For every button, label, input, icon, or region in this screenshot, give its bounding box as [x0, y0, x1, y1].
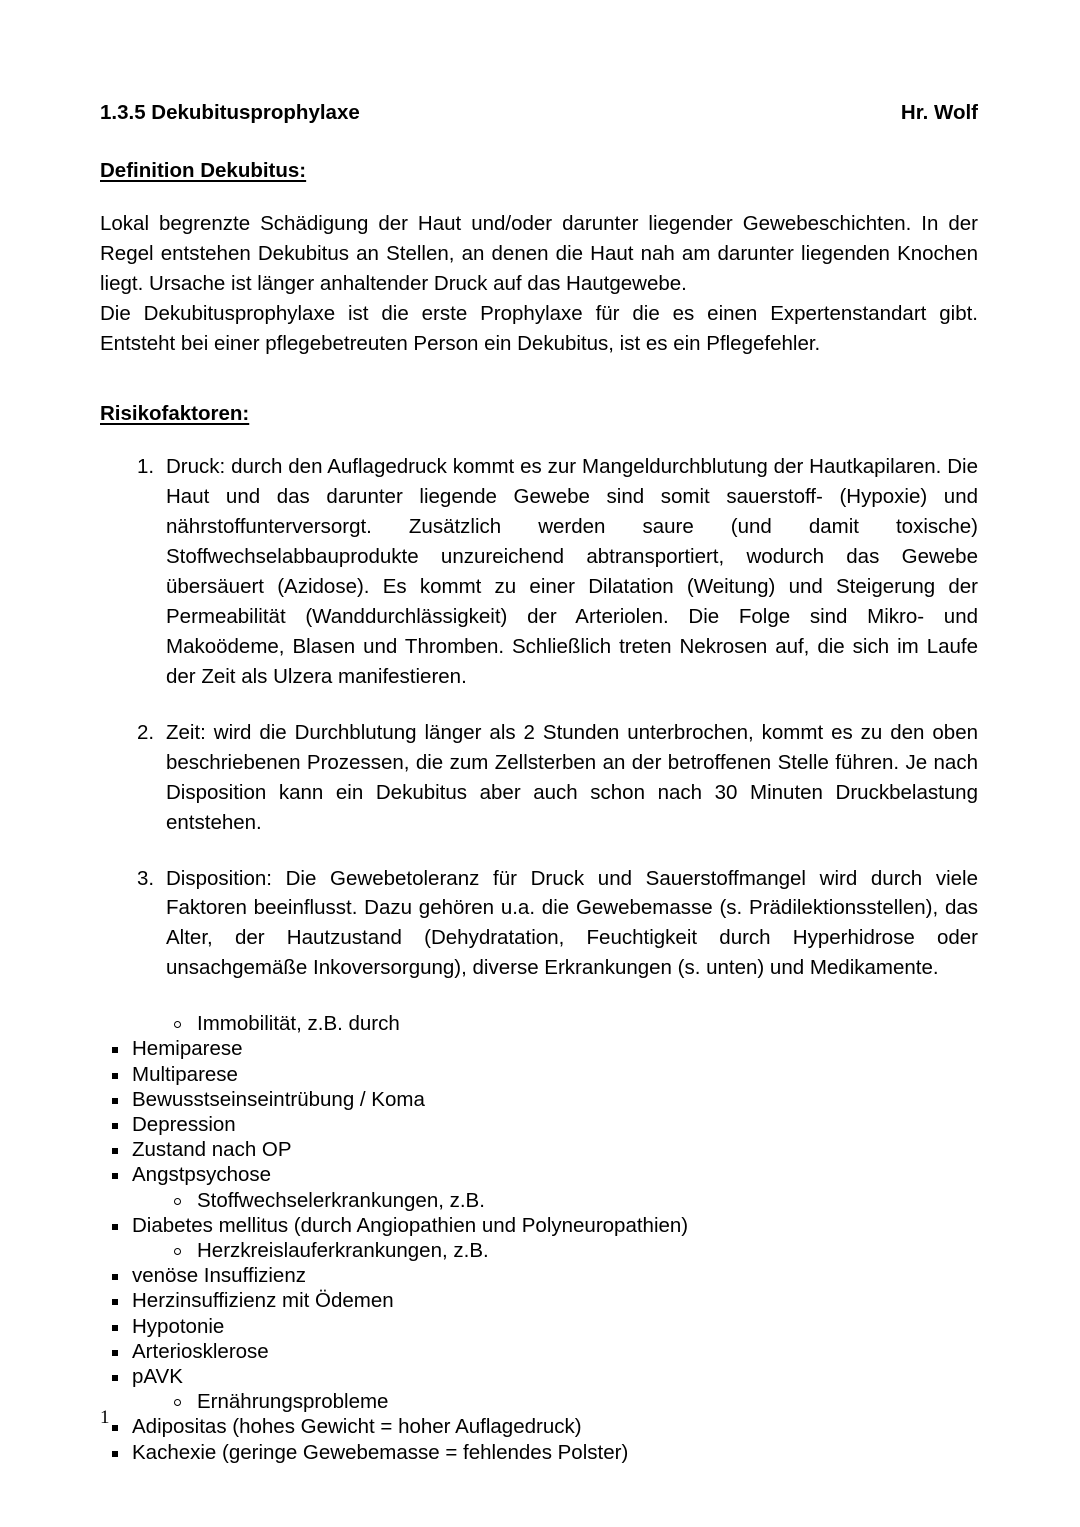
square-bullet-icon [112, 1425, 118, 1431]
square-bullet-icon [112, 1098, 118, 1104]
circle-bullet-icon [174, 1399, 181, 1406]
list-item-text: Depression [132, 1113, 236, 1137]
square-bullet-icon [112, 1148, 118, 1154]
risk-factor-item [100, 864, 978, 984]
sublist-group-label [100, 1389, 978, 1414]
square-bullet-icon [112, 1123, 118, 1129]
square-bullet-icon [112, 1173, 118, 1179]
risk-factor-item [100, 718, 978, 838]
list-number: 2. [137, 720, 155, 744]
list-item [100, 1414, 978, 1439]
sublist-children [100, 1036, 978, 1187]
list-item-text: Angstpsychose [132, 1163, 272, 1187]
list-item [100, 1339, 978, 1364]
list-item-text: Herzinsuffizienz mit Ödemen [132, 1289, 394, 1313]
list-item [100, 1314, 978, 1339]
square-bullet-icon [112, 1350, 118, 1356]
document-author: Hr. Wolf [900, 101, 978, 124]
square-bullet-icon [112, 1325, 118, 1331]
sublist-group-text: Ernährungsprobleme [197, 1390, 389, 1414]
page-number: 1 [100, 1407, 110, 1428]
list-item [100, 1364, 978, 1389]
heading-risk-factors: Risikofaktoren: [100, 401, 250, 425]
square-bullet-icon [112, 1047, 118, 1053]
sublist-group-text: Herzkreislauferkrankungen, z.B. [197, 1239, 489, 1263]
list-item-text: Hypotonie [132, 1314, 225, 1338]
sublist-children [100, 1213, 978, 1238]
risk-factor-sublist [100, 1011, 978, 1465]
page-title: 1.3.5 Dekubitusprophylaxe [100, 101, 360, 124]
list-item-text: venöse Insuffizienz [132, 1264, 306, 1288]
document-header [100, 100, 978, 126]
circle-bullet-icon [174, 1021, 181, 1028]
list-item-text: Zustand nach OP [132, 1138, 292, 1162]
list-item-text: Kachexie (geringe Gewebemasse = fehlendes Polster) [132, 1440, 629, 1464]
sublist-group-text: Stoffwechselerkrankungen, z.B. [197, 1188, 485, 1212]
sublist-group-label [100, 1238, 978, 1263]
list-number: 1. [137, 455, 155, 479]
list-item [100, 1036, 978, 1061]
risk-factor-item [100, 452, 978, 691]
sublist-group-text: Immobilität, z.B. durch [197, 1012, 400, 1036]
list-item [100, 1162, 978, 1187]
square-bullet-icon [112, 1073, 118, 1079]
list-item-text: Zeit: wird die Durchblutung länger als 2 Stunden unterbrochen, kommt es zu den oben beschriebenen Prozessen, die zum Zellsterben an der betroffenen Stelle führen. Je nach Disposition kann ein Dekubitus aber auch schon nach 30 Minuten Druckbelastung entstehen. [166, 720, 978, 834]
list-item-text: Hemiparese [132, 1037, 243, 1061]
list-item-text: Diabetes mellitus (durch Angiopathien und Polyneuropathien) [132, 1213, 689, 1237]
list-item-text: Druck: durch den Auflagedruck kommt es zur Mangeldurchblutung der Hautkapilaren. Die Haut und das darunter liegende Gewebe sind somit sauerstoff- (Hypoxie) und nährstoffunterversorgt. Zusätzlich werden saure (und damit toxische) Stoffwechselabbauprodukte unzureichend abtransportiert, wodurch das Gewebe übersäuert (Azidose). Es kommt zu einer Dilatation (Weitung) und Steigerung der Permeabilität (Wanddurchlässigkeit) der Arteriolen. Die Folge sind Mikro- und Makoödeme, Blasen und Thromben. Schließlich treten Nekrosen auf, die sich im Laufe der Zeit als Ulzera manifestieren. [166, 455, 978, 688]
sublist-group-label [100, 1011, 978, 1036]
definition-paragraph-1: Lokal begrenzte Schädigung der Haut und/oder darunter liegender Gewebeschichten. In der Regel entstehen Dekubitus an Stellen, an denen die Haut nah am darunter liegenden Knochen liegt. Ursache ist länger anhaltender Druck auf das Hautgewebe. [100, 212, 978, 296]
square-bullet-icon [112, 1224, 118, 1230]
list-number: 3. [137, 866, 155, 890]
list-item [100, 1288, 978, 1313]
square-bullet-icon [112, 1274, 118, 1280]
list-item [100, 1087, 978, 1112]
list-item [100, 1062, 978, 1087]
square-bullet-icon [112, 1451, 118, 1457]
sublist-children [100, 1414, 978, 1464]
list-item [100, 1263, 978, 1288]
list-item [100, 1137, 978, 1162]
list-item-text: Adipositas (hohes Gewicht = hoher Auflagedruck) [132, 1415, 582, 1439]
circle-bullet-icon [174, 1248, 181, 1255]
list-item [100, 1213, 978, 1238]
sublist-group-label [100, 1188, 978, 1213]
list-item-text: pAVK [132, 1365, 183, 1389]
list-item-text: Disposition: Die Gewebetoleranz für Druck und Sauerstoffmangel wird durch viele Faktoren beeinflusst. Dazu gehören u.a. die Gewebemasse (s. Prädilektionsstellen), das Alter, der Hautzustand (Dehydratation, Feuchtigkeit durch Hyperhidrose oder unsachgemäße Inkoversorgung), diverse Erkrankungen (s. unten) und Medikamente. [166, 866, 978, 980]
risk-factor-list [100, 452, 978, 983]
heading-definition: Definition Dekubitus: [100, 158, 307, 182]
list-item-text: Arteriosklerose [132, 1339, 269, 1363]
square-bullet-icon [112, 1299, 118, 1305]
list-item [100, 1440, 978, 1465]
list-item [100, 1112, 978, 1137]
list-item-text: Multiparese [132, 1062, 238, 1086]
definition-paragraph-2: Die Dekubitusprophylaxe ist die erste Prophylaxe für die es einen Expertenstandart gibt. Entsteht bei einer pflegebetreuten Person ein Dekubitus, ist es ein Pflegefehler. [100, 302, 978, 355]
list-item-text: Bewusstseinseintrübung / Koma [132, 1087, 425, 1111]
sublist-children [100, 1263, 978, 1389]
circle-bullet-icon [174, 1198, 181, 1205]
square-bullet-icon [112, 1375, 118, 1381]
